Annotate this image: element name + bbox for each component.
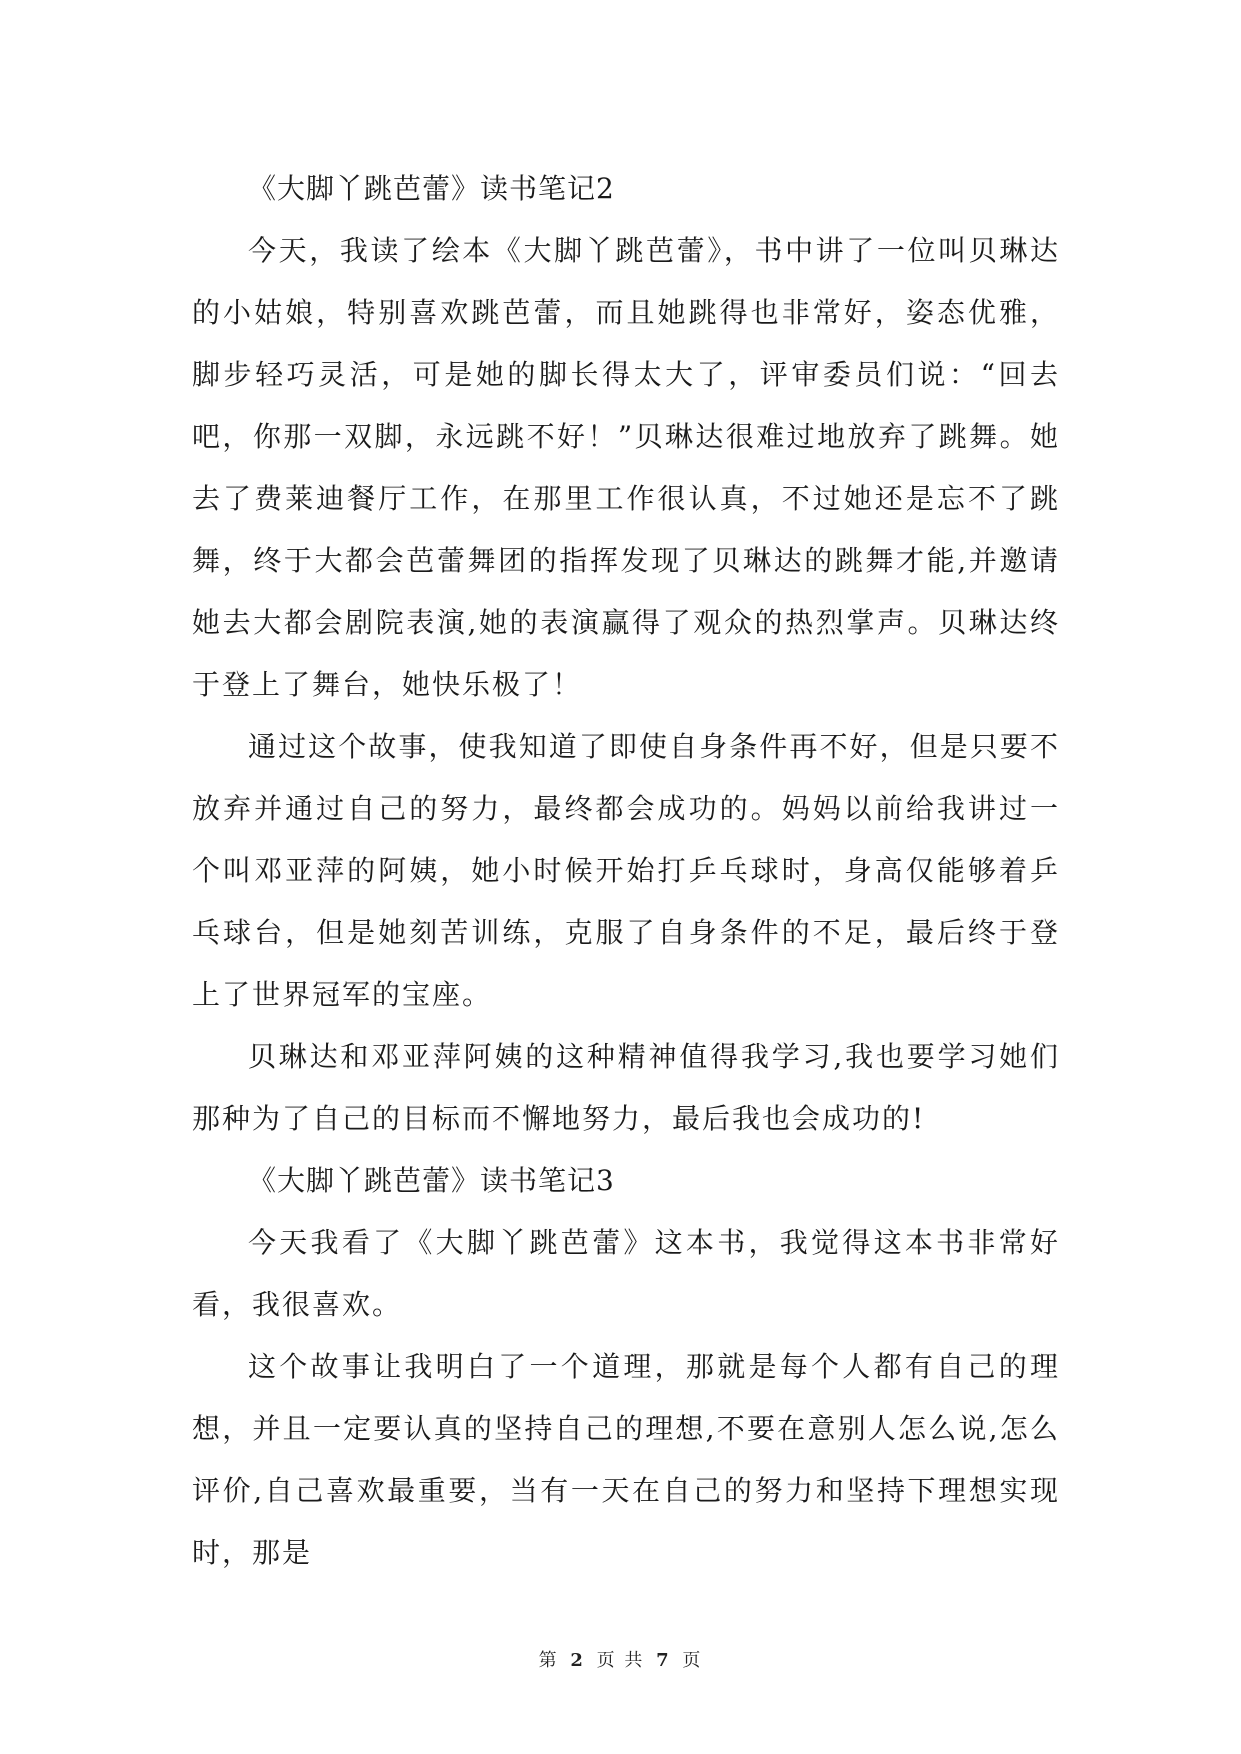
paragraph: 贝琳达和邓亚萍阿姨的这种精神值得我学习,我也要学习她们那种为了自己的目标而不懈地努力，最后我也会成功的! xyxy=(192,1040,1060,1135)
footer-middle: 页 共 xyxy=(596,1650,645,1671)
footer-suffix: 页 xyxy=(682,1650,703,1671)
footer-prefix: 第 xyxy=(538,1650,559,1671)
current-page-number: 2 xyxy=(570,1650,585,1671)
total-pages-number: 7 xyxy=(656,1650,671,1671)
paragraph: 今天，我读了绘本《大脚丫跳芭蕾》，书中讲了一位叫贝琳达的小姑娘，特别喜欢跳芭蕾，而且她跳得也非常好，姿态优雅，脚步轻巧灵活，可是她的脚长得太大了，评审委员们说：“回去吧，你那一双脚，永远跳不好！”贝琳达很难过地放弃了跳舞。她去了费莱迪餐厅工作，在那里工作很认真，不过她还是忘不了跳舞，终于大都会芭蕾舞团的指挥发现了贝琳达的跳舞才能,并邀请她去大都会剧院表演,她的表演赢得了观众的热烈掌声。贝琳达终于登上了舞台，她快乐极了！ xyxy=(192,234,1060,701)
paragraph: 通过这个故事，使我知道了即使自身条件再不好，但是只要不放弃并通过自己的努力，最终都会成功的。妈妈以前给我讲过一个叫邓亚萍的阿姨，她小时候开始打乒乓球时，身高仅能够着乒乓球台，但是她刻苦训练，克服了自身条件的不足，最后终于登上了世界冠军的宝座。 xyxy=(192,730,1060,1011)
paragraph: 这个故事让我明白了一个道理，那就是每个人都有自己的理想，并且一定要认真的坚持自己的理想,不要在意别人怎么说,怎么评价,自己喜欢最重要，当有一天在自己的努力和坚持下理想实现时，那是 xyxy=(192,1350,1060,1569)
document-body xyxy=(192,158,1060,1584)
section-title: 《大脚丫跳芭蕾》读书笔记3 xyxy=(248,1164,615,1197)
page-footer xyxy=(0,1646,1241,1672)
section-title: 《大脚丫跳芭蕾》读书笔记2 xyxy=(248,172,615,205)
paragraph: 今天我看了《大脚丫跳芭蕾》这本书，我觉得这本书非常好看，我很喜欢。 xyxy=(192,1226,1060,1321)
